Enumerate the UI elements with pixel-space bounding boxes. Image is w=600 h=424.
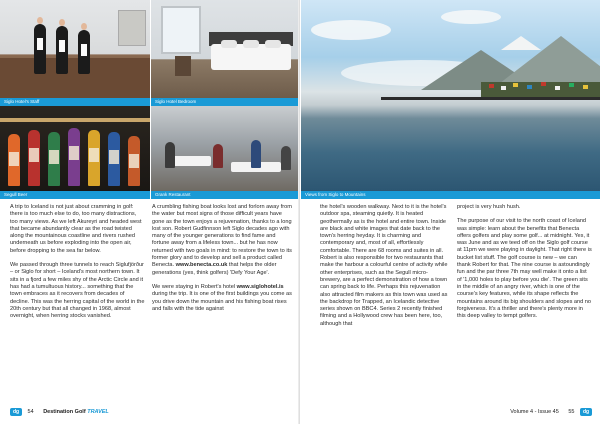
wall-art (118, 10, 146, 46)
house (555, 86, 560, 90)
diner (281, 146, 291, 170)
caption-beer (0, 191, 150, 199)
beer-bottle (48, 132, 60, 186)
house (541, 82, 546, 86)
paragraph-text: A crumbling fishing boat looks lost and forlorn away from the water but most signs of those difficult years have gone as the town enjoys a rejuvenation, thanks to a long lost son. Robert Gudfinnson left Siglo decades ago with many of the younger generations to find fame and fortune away from a lifeless town... but he has now returned with two goals in mind: to restore the town to its former glory and to develop and sell a product called Benecta. (152, 204, 292, 269)
left-page (0, 0, 299, 424)
dg-logo: dg (10, 408, 22, 416)
bar-shelf (0, 118, 150, 122)
pillow (243, 40, 259, 48)
staff-apron (81, 44, 87, 56)
paragraph: the hotel's wooden walkway. Next to it is the hotel's outdoor spa, steaming quietly. It is heated geothermally as is the hotel and entire town. Inside are black and white images that date back to the town's herring heyday. It is charming and contemporary and, most of all, effortlessly comfortable. There are 68 rooms and suites in all. Robert is also responsible for two restaurants that make the harbour a colourful centre of activity while other enterprises, such as the Segull micro-brewery, are a perfect demonstration of how a town can spring back to life. Perhaps this rejuvenation also attracted film makers as this town was used as the backdrop for Trapped, an Icelandic detective series shown on BBC4. Series 2 recently finished filming and a Hollywood crew has been here, too, although that (320, 204, 448, 327)
caption-restaurant-text: Grank Restaurant (155, 192, 191, 197)
caption-bedroom-text: Siglo Hotel Bedroom (155, 99, 197, 104)
beer-bottle (128, 136, 140, 186)
caption-harbour-text: Views from Siglo to Mountains (305, 192, 366, 197)
section-name: TRAVEL (87, 409, 109, 415)
paragraph: A trip to Iceland is not just about cramming in golf: there is too much else to do, too many distractions, too many views. As we left Akureyri and headed west that became abundantly clear as the road twisted along the mountainous coastline and rivers rushed underneath us before exploding into the open air, before dropping to the sea far below. (10, 204, 142, 254)
beer-bottle (28, 130, 40, 186)
pillow (265, 40, 281, 48)
harbour-photo (301, 0, 600, 191)
footer-right (310, 406, 592, 418)
staff-apron (59, 40, 65, 52)
paragraph-text: that helps the older generations (yes, think golfers) 'Defy Your Age'. (152, 262, 277, 276)
benecta-link[interactable]: www.benecta.co.uk (175, 262, 228, 269)
reception-counter (0, 58, 150, 98)
house (489, 84, 494, 88)
footer-left (10, 406, 290, 418)
paragraph-text: during the trip. It is one of the first buildings you come as you drive down the mountain and his fishing boat rises and falls with the tide against (152, 291, 292, 312)
window (161, 6, 201, 54)
caption-bedroom (151, 98, 298, 106)
paragraph (152, 284, 292, 313)
staff-apron (37, 38, 43, 50)
house (569, 83, 574, 87)
staff-photo (0, 0, 150, 98)
house (501, 86, 506, 90)
restaurant-table (171, 156, 211, 166)
paragraph-text: We were staying in Robert's hotel (152, 283, 236, 290)
beer-photo (0, 106, 150, 191)
paragraph (152, 204, 292, 277)
staff-face (81, 23, 87, 30)
pillow (221, 40, 237, 48)
caption-staff (0, 98, 150, 106)
article-column-3 (320, 204, 448, 335)
paragraph: We passed through three tunnels to reach Siglufjörður – or Siglo for short – Iceland's most northern town. It sits in a fjord a few miles shy of the Arctic Circle and it has had a tumultuous history... something that the town embraces as it recovers from decades of decline. This was the herring capital of the world in the 20th century but that all changed in 1968, almost overnight, when herring stocks vanished. (10, 262, 145, 320)
article-column-2 (152, 204, 292, 320)
diner (213, 144, 223, 168)
jetty (381, 97, 600, 100)
beer-bottle (8, 134, 20, 186)
beer-bottle (68, 128, 80, 186)
staff-face (37, 17, 43, 24)
page-number: 55 (568, 409, 575, 415)
paragraph: The purpose of our visit to the north coast of Iceland was simple: learn about the benefits that Benecta offers golfers and play some golf... at midnight. Yes, it was June and as we teed off on the Siglo golf course at 11pm we were playing in daylight. That right there is bucket list stuff. The golf course is new – we can thank Robert for that. The nine course is astoundingly fun and the par three 7th may well make it onto a list of '1,000 holes to play before you die'. The green sits in the middle of an angry river, which is one of the course's key features, while its shape reflects the mountains around its big shoulders and slopes and no forgiveness. It's a thriller and there's plenty more in this deep valley to tempt golfers. (457, 218, 592, 320)
dg-logo: dg (580, 408, 592, 416)
bedroom-photo (151, 0, 298, 98)
paragraph: project is very hush hush. (457, 204, 521, 210)
beer-bottle (88, 130, 100, 186)
caption-harbour (301, 191, 600, 199)
snow-cap (501, 36, 541, 50)
cloud (311, 20, 391, 40)
diner (251, 140, 261, 168)
magazine-title: Destination Golf (43, 409, 86, 415)
article-column-1 (10, 204, 145, 327)
caption-staff-text: Siglo Hotel's Staff (4, 99, 40, 104)
house (513, 83, 518, 87)
house (527, 85, 532, 89)
staff-face (59, 19, 65, 26)
issue-label: Volume 4 - Issue 45 (510, 409, 559, 415)
siglohotel-link[interactable]: www.siglohotel.is (236, 283, 284, 290)
restaurant-photo (151, 106, 298, 191)
diner (165, 142, 175, 168)
house (583, 85, 588, 89)
caption-restaurant (151, 191, 298, 199)
chair (175, 56, 191, 76)
cloud (441, 10, 501, 24)
right-page (300, 0, 600, 424)
caption-beer-text: Segull Beer (4, 192, 28, 197)
beer-bottle (108, 132, 120, 186)
article-column-4 (457, 204, 592, 327)
page-number: 54 (27, 409, 34, 415)
